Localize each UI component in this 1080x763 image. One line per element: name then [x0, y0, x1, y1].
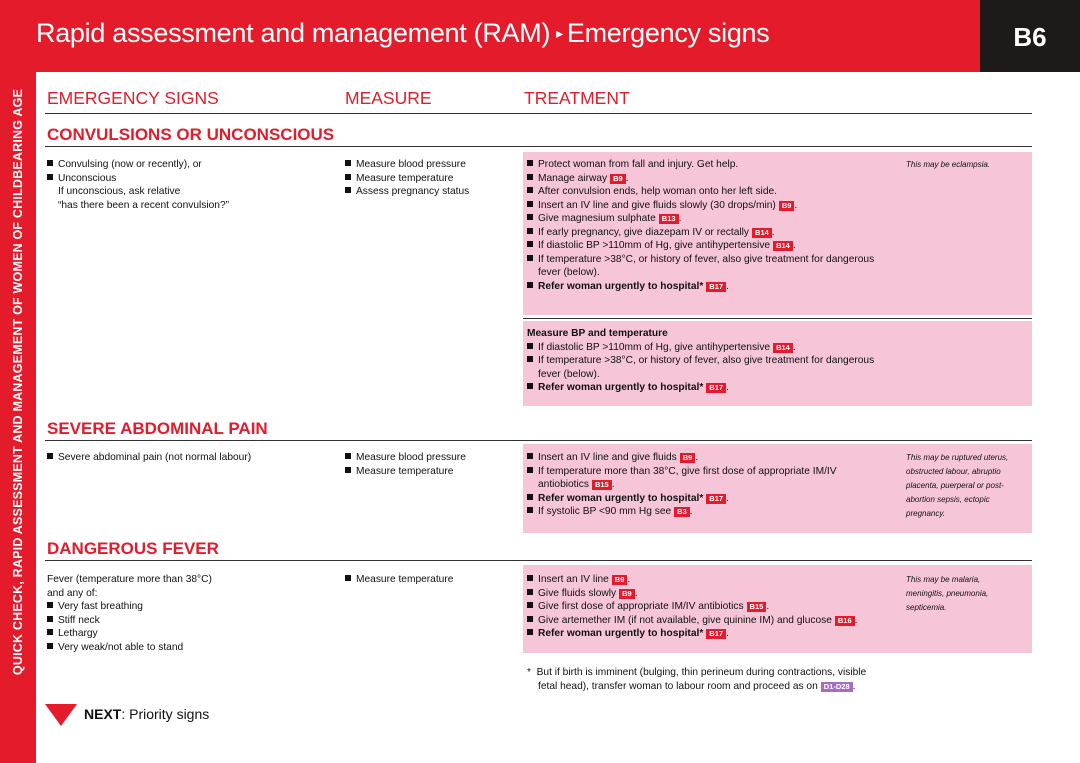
- reference-badge[interactable]: B17: [706, 629, 726, 639]
- reference-badge[interactable]: B9: [779, 201, 795, 211]
- convulsions-bp-treatment: Measure BP and temperature If diastolic BP >110mm of Hg, give antihypertensive B14 . If temperature >38°C, or history of fever, also give treatment for dangerous fever (below). Refer woman urgently to hospital* B17 .: [527, 328, 875, 393]
- section-divider: [45, 560, 1032, 561]
- bullet-icon: [47, 602, 53, 608]
- reference-badge[interactable]: B13: [659, 214, 679, 224]
- abdominal-signs: Severe abdominal pain (not normal labour): [47, 451, 251, 465]
- reference-badge[interactable]: B15: [592, 480, 612, 490]
- column-header-treatment: TREATMENT: [524, 88, 630, 108]
- next-triangle-icon: [45, 704, 77, 726]
- section-divider: [45, 146, 1032, 147]
- bullet-icon: [527, 602, 533, 608]
- reference-badge[interactable]: B9: [610, 174, 626, 184]
- bullet-icon: [527, 282, 533, 288]
- bullet-icon: [527, 383, 533, 389]
- reference-badge[interactable]: B16: [835, 616, 855, 626]
- bullet-icon: [47, 616, 53, 622]
- column-header-measure: MEASURE: [345, 88, 432, 108]
- sidebar-title: QUICK CHECK, RAPID ASSESSMENT AND MANAGEMENT OF WOMEN OF CHILDBEARING AGE: [11, 88, 25, 676]
- box-divider: [523, 318, 1032, 319]
- reference-badge[interactable]: B3: [674, 507, 690, 517]
- bullet-icon: [527, 467, 533, 473]
- fever-measures: Measure temperature: [345, 573, 453, 587]
- reference-badge[interactable]: B9: [619, 589, 635, 599]
- bullet-icon: [527, 629, 533, 635]
- reference-badge[interactable]: B14: [773, 343, 793, 353]
- bullet-icon: [47, 643, 53, 649]
- bullet-icon: [527, 494, 533, 500]
- page-header: [0, 0, 980, 72]
- bullet-icon: [527, 453, 533, 459]
- bullet-icon: [527, 160, 533, 166]
- column-header-signs: EMERGENCY SIGNS: [47, 88, 219, 108]
- page-subtitle: Emergency signs: [566, 18, 770, 48]
- bullet-icon: [527, 214, 533, 220]
- convulsions-note: This may be eclampsia.: [906, 160, 991, 169]
- reference-badge[interactable]: B15: [747, 602, 767, 612]
- bullet-icon: [527, 507, 533, 513]
- section-title-fever: DANGEROUS FEVER: [47, 539, 219, 558]
- bullet-icon: [527, 228, 533, 234]
- reference-badge[interactable]: B17: [706, 383, 726, 393]
- section-title-convulsions: CONVULSIONS OR UNCONSCIOUS: [47, 125, 335, 144]
- section-divider: [45, 440, 1032, 441]
- bullet-icon: [527, 616, 533, 622]
- reference-badge[interactable]: B14: [752, 228, 772, 238]
- page-title: Rapid assessment and management (RAM) ▸ Emergency signs: [36, 18, 770, 48]
- bullet-icon: [47, 453, 53, 459]
- reference-badge[interactable]: B17: [706, 282, 726, 292]
- fever-signs: Fever (temperature more than 38°C) and any of: Very fast breathing Stiff neck Lethargy Very weak/not able to stand: [47, 574, 212, 653]
- bullet-icon: [527, 255, 533, 261]
- bullet-icon: [527, 356, 533, 362]
- bullet-icon: [345, 575, 351, 581]
- bullet-icon: [345, 453, 351, 459]
- convulsions-measures: Measure blood pressure Measure temperature Assess pregnancy status: [345, 158, 469, 199]
- next-link[interactable]: NEXT: Priority signs: [84, 706, 210, 722]
- bullet-icon: [47, 629, 53, 635]
- abdominal-treatment: Insert an IV line and give fluids B9 . If temperature more than 38°C, give first dose of appropriate IM/IV antiobiotics B15 . Refer woman urgently to hospital* B17 . If systolic BP <90 mm Hg see B3 .: [527, 451, 837, 519]
- bullet-icon: [527, 343, 533, 349]
- bullet-icon: [345, 187, 351, 193]
- bullet-icon: [527, 589, 533, 595]
- bullet-icon: [527, 201, 533, 207]
- header-divider: [45, 113, 1032, 114]
- reference-badge[interactable]: B9: [612, 575, 628, 585]
- bullet-icon: [345, 467, 351, 473]
- reference-badge[interactable]: B9: [680, 453, 696, 463]
- bullet-icon: [527, 174, 533, 180]
- page-code-badge: B6: [980, 0, 1080, 72]
- footnote: * But if birth is imminent (bulging, thin perineum during contractions, visible fetal head), transfer woman to labour room and proceed as on D1-D28 .: [527, 667, 867, 692]
- arrow-right-icon: ▸: [556, 25, 563, 41]
- abdominal-measures: Measure blood pressure Measure temperature: [345, 451, 466, 478]
- reference-badge[interactable]: B14: [773, 241, 793, 251]
- bullet-icon: [345, 160, 351, 166]
- bullet-icon: [527, 187, 533, 193]
- bullet-icon: [47, 174, 53, 180]
- fever-treatment: Insert an IV line B9 . Give fluids slowly B9 . Give first dose of appropriate IM/IV antibiotics B15 . Give artemether IM (if not available, give quinine IM) and glucose B16 . Refer woman urgently to hospital* B17 .: [527, 573, 858, 641]
- bullet-icon: [527, 575, 533, 581]
- fever-note: This may be malaria, meningitis, pneumonia, septicemia.: [906, 575, 989, 612]
- bullet-icon: [47, 160, 53, 166]
- abdominal-note: This may be ruptured uterus, obstructed labour, abruptio placenta, puerperal or post- abortion sepsis, ectopic pregnancy.: [906, 453, 1009, 518]
- section-title-abdominal: SEVERE ABDOMINAL PAIN: [47, 419, 268, 438]
- bullet-icon: [527, 241, 533, 247]
- reference-badge[interactable]: D1-D28: [821, 682, 853, 692]
- convulsions-treatment: Protect woman from fall and injury. Get help. Manage airway B9 . After convulsion ends, help woman onto her left side. Insert an IV line and give fluids slowly (30 drops/min) B9 . Give magnesium sulphate B13 . If early pregnancy, give diazepam IV or rectally B14 . If diastolic BP >110mm of Hg, give antihypertensive B14 . If temperature >38°C, or history of fever, also give treatment for dangerous fever (below). Refer woman urgently to hospital* B17 .: [527, 158, 874, 293]
- reference-badge[interactable]: B17: [706, 494, 726, 504]
- convulsions-signs: Convulsing (now or recently), or Unconscious If unconscious, ask relative “has there been a recent convulsion?”: [47, 158, 229, 212]
- bullet-icon: [345, 174, 351, 180]
